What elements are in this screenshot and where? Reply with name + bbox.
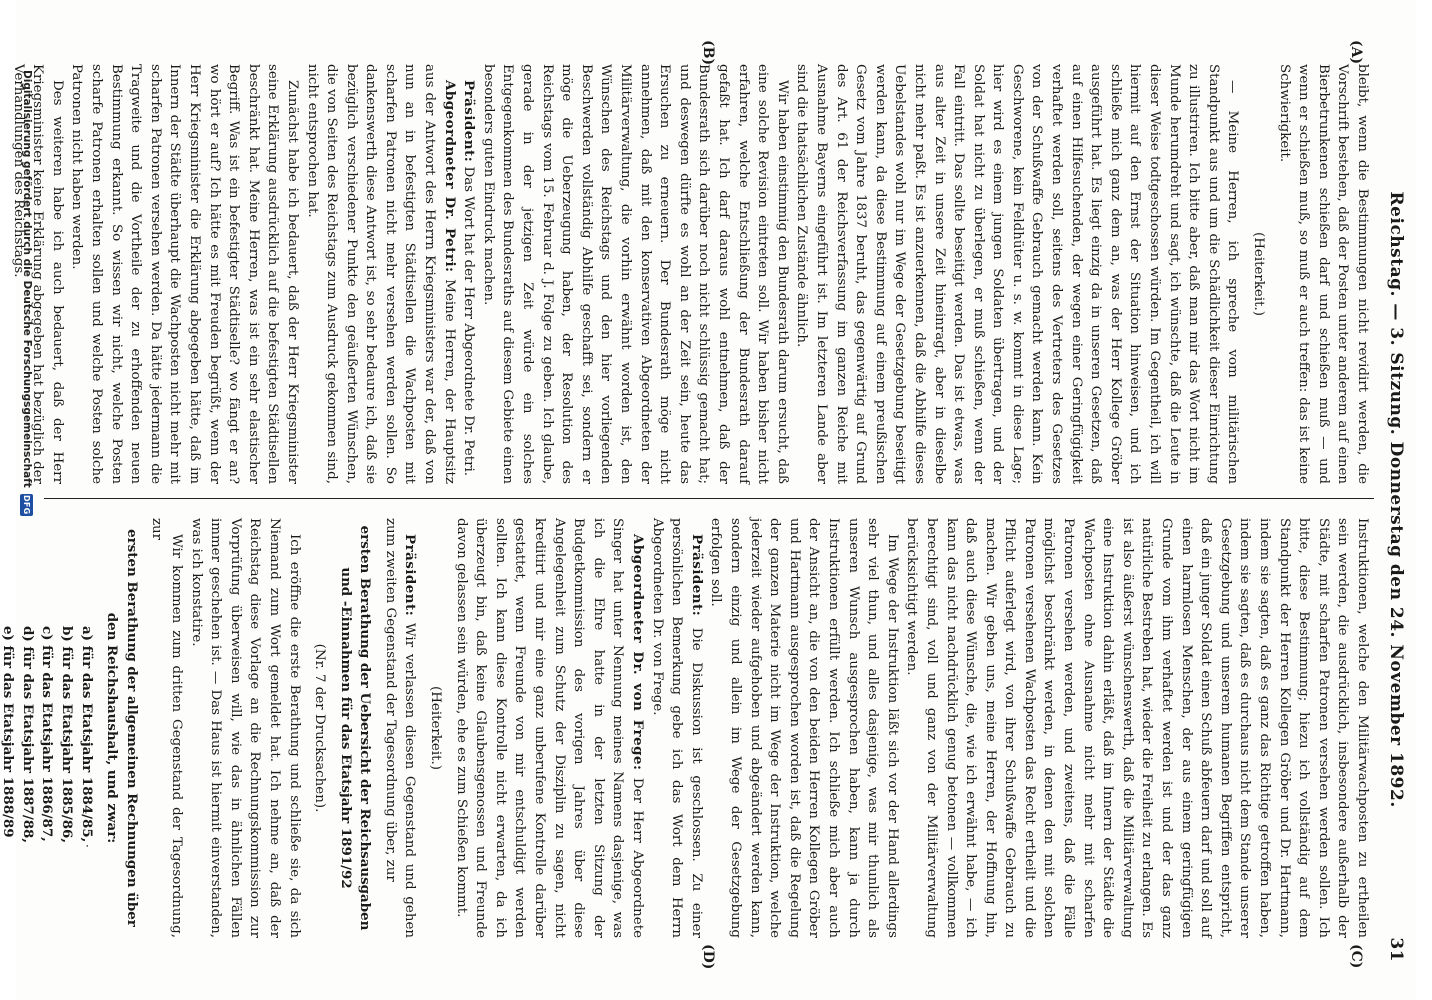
list-item: d) für das Etatsjahr 1887/88, (19, 626, 36, 844)
speech (380, 518, 419, 938)
agenda-item-title: ersten Berathung der Uebersicht der Reichsausgaben und -Einnahmen für das Etatsjahr 1891/92 (337, 525, 374, 931)
speech (647, 518, 706, 938)
margin-letter-a: (A) (1348, 40, 1364, 65)
agenda-item-title: ersten Berathung der allgemeinen Rechnungen über den Reichshaushalt, und zwar: (104, 529, 140, 927)
speaker-name: Präsident: (402, 534, 419, 617)
margin-letter-c: (C) (1348, 944, 1364, 969)
paragraph: Wir kommen zum dritten Gegenstand der Tagesordnung, zur (149, 518, 184, 938)
agenda-item-reference: (Nr. 7 der Drucksachen). (312, 643, 328, 813)
column-divider (44, 498, 1374, 499)
speech-text: Die Diskussion ist geschlossen. Zu einer persönlichen Bemerkung gebe ich das Wort dem Herrn Abgeordneten Dr. von Frege. (649, 518, 704, 938)
paragraph: Des weiteren habe ich auch bedauert, daß der Herr Kriegsminister keine Erklärung abgegeben hat bezüglich der Verhandlungen des Reichstags. (10, 64, 65, 484)
speaker-name: Abgeordneter Dr. Petri: (441, 80, 458, 273)
speech-text: Der Herr Abgeordnete Singer hat unter Nennung meines Namens dasjenige, was ich die Ehre hatte in der letzten Sitzung der Budgetkommission des vorigen Jahres über diese Angelegenheit zum Schutz der Disziplin zu sagen, nicht kreditirt und mir eine ganz unberufene Kontrolle darüber gestattet, wenn Freunde von mir entschuldigt werden sollten. Ich kann diese Kontrolle nicht erwarten, da ich überzeugt bin, daß keine Glaubensgenossen und Freunde davon gelassen sein würden, ehe es zum Schießen kommt. (453, 518, 646, 939)
list-item: b) für das Etatsjahr 1885/86, (59, 626, 75, 844)
paragraph: Ich eröffne die erste Berathung und schließe sie, da sich Niemand zum Wort gemeldet hat. Ich nehme an, daß der Reichstag diese Vorlage an die Rechnungskommission zur Vorprüfung überweisen will, wie das in ähnlichen Fällen immer geschehen ist. — Das Haus ist hiermit einverstanden, was ich konstatire. (188, 518, 302, 938)
speech-text: Meine Herren, der Hauptsitz aus der Antwort des Herrn Kriegsministers war der, daß von nun an in befestigten Städtisellen die Wachposten mit scharfen Patronen nicht mehr versehen werden sollen. So dankenswerth diese Antwort ist, so sehr bedaure ich, daß sie bezüglich verschiedener Punkte den geäußerten Wünschen, die von Seiten des Reichstags zum Ausdruck gekommen sind, nicht entsprochen hat. (304, 64, 457, 484)
speech (451, 518, 647, 938)
right-column (0, 518, 1372, 939)
speech-text: Das Wort hat der Herr Abgeordnete Dr. Petri. (461, 166, 477, 477)
paragraph: — Meine Herren, ich spreche vom militärischen Standpunkt aus und um die Schädlichkeit dieser Einrichtung zu illustriren. Ich bitte aber, daß man mir das Wort nicht im Munde herumdreht und sagt, ich wünschte, daß die Leute in dieser Weise todtgeschossen würden. Im Gegentheil, ich will hiermit auf den Ernst der Situation hinweisen, und ich schließe mich ganz dem an, was der Herr Kollege Gröber ausgeführt hat. Es liegt einzig da in unseren Gesetzen, daß auf einen Hilfesuchenden, der wegen einer Geringfügigkeit verhaftet werden soll, seitens des Vertreters des Gesetzes von der Schußwaffe Gebrauch gemacht werden kann. Kein Geschworene, kein Feldhüter u. s. w. kommt in diese Lage; hier wird es einem jungen Soldaten übertragen, und der Soldat hat nicht zu überlegen, er muß schießen, wenn der Fall eintritt. Das sollte beseitigt werden. Das ist etwas, was aus alter Zeit in unsere Zeit hineinragt, aber in dieselbe nicht mehr paßt. Es ist anzuerkennen, daß die Abhilfe dieses Uebelstandes wohl nur im Wege der Gesetzgebung beseitigt werden kann, da diese Bestimmung auf einem preußischen Gesetz vom Jahre 1837 beruht, das gegenwärtig auf Grund des Art. 61 der Reichsverfassung im ganzen Reiche mit Ausnahme Bayerns eingeführt ist. Im letzteren Lande aber sind die thatsächlichen Zustände ähnlich. (794, 64, 1241, 484)
running-title: Reichstag. — 3. Sitzung. Donnerstag den 24. November 1892. (1386, 191, 1406, 808)
budget-year-list (0, 518, 96, 938)
page-header (1380, 62, 1406, 962)
speech (302, 64, 459, 484)
paragraph: Zunächst habe ich bedauert, daß der Herr Kriegsminister seine Erklärung ausdrücklich auf die befestigten Städtisellen beschränkt hat. Meine Herren, was ist ein sehr elastischer Begriff. Was ist ein befestigter Städtiselle? wo fängt er an? wo hört er auf? Ich hätte es mit Freuden begrüßt, wenn der Herr Kriegsminister die Erklärung abgegeben hätte, daß im Innern der Städte überhaupt die Wachposten nicht mehr mit scharfen Patronen versehen werden. Da hätte jedermann die Tragweite und die Vortheile der zu erhoffenden neuen Bestimmung erkannt. So wissen wir nicht, welche Posten scharfe Patronen erhalten sollen und welche Posten solche Patronen nicht haben werden. (69, 64, 300, 484)
interjection: (Heiterkeit.) (1251, 232, 1267, 316)
list-item: a) für das Etatsjahr 1884/85, (78, 626, 95, 843)
interjection: (Heiterkeit.) (428, 686, 444, 770)
page-number: 31 (1386, 937, 1406, 962)
speech (459, 64, 479, 484)
digitization-credit (18, 70, 36, 930)
stray-mark: · (80, 844, 94, 848)
paragraph: Instruktionen, welche den Militärwachposten zu ertheilen sein werden, die ausdrücklich, insbesondere außerhalb der Städte, mit scharfen Patronen versehen werden sollen. Ich bitte, diese Bestimmung; hiezu ich vollständig auf dem Standpunkt der Herren Kollegen Gröber und Dr. Hartmann, indem sie sagten, daß es ganz das Richtige getroffen haben, indem sie sagten, daß es durchaus nicht dem Stande unserer Gesetzgebung und unserem humanen Begriffen entspricht, daß ein junger Soldat einen Schuß abfeuern darf und soll auf einen harmlosen Menschen, der aus einem geringfügigen Grunde vom ihm verhaftet werden ist und der das ganz natürliche Bestreben hat, wieder die Freiheit zu erlangen. Es ist also äußerst wünschenswerth, daß die Militärverwaltung eine Instruktion dahin erläßt, daß im Innern der Städte die Wachposten ohne Ausnahme nicht mehr mit scharfen Patronen versehen werden, und zweitens, daß die Fälle möglichst beschränkt werden, in denen den mit solchen Patronen versehenen Wachposten das Recht ertheilt und die Pflicht auferlegt wird, von ihrer Schußwaffe Gebrauch zu machen. Wir geben uns, meine Herren, der Hoffnung hin, daß auch diese Wünsche, die, wie ich erwähnt habe, — ich kann das nicht nachdrücklich genug betonen — vollkommen berechtigt sind, voll und ganz von der Militärverwaltung berücksichtigt werden. (904, 518, 1370, 938)
speech-text: Wir verlassen diesen Gegenstand und gehen zum zweiten Gegenstand der Tagesordnung über, zur (382, 518, 418, 938)
dfg-logo-icon: DFG (22, 494, 32, 515)
paragraph: Im Wege der Instruktion läßt sich vor der Hand allerdings sehr viel thun, und alles dasjenige, was mir thunlich als unseren Wunsch ausgesprochen haben, kann ja durch Instruktionen erfüllt werden. Ich schließe mich aber auch der Ansicht an, die von den beiden Herren Kollegen Gröber und Hartmann ausgesprochen worden ist, daß die Regelung der ganzen Materie nicht im Wege der Instruktion, welche jederzeit wieder aufgehoben und abgeändert werden kann, sondern einzig und allein im Wege der Gesetzgebung erfolgen soll. (708, 518, 900, 938)
credit-text: Digitalisierung gefördert durch die Deutsche Forschungsgemeinschaft (21, 70, 33, 488)
margin-letter-b: (B) (700, 40, 716, 66)
paragraph: Wir haben einstimmig den Bundesrath darum ersucht, daß eine solche Revision eintreten soll. Wir haben bisher nicht erfahren, welche Entschließung der Bundesrath darauf gefaßt hat. Ich darf daraus wohl entnehmen, daß der Bundesrath sich darüber noch nicht schlüssig gemacht hat; und deswegen dürfte es wohl an der Zeit sein, heute das Ersuchen zu erneuern. Der Bundesrath möge nicht annehmen, daß mit den konservativen Abgeordneten der Militärverwaltung, die vorhin erwähnt worden ist, den Wünschen des Reichstags und den hier vorliegenden Beschwerden vollständig Abhilfe geschafft sei, sondern er möge die Ueberzeugung haben, der Resolution des Reichstags vom 15. Februar d. J. Folge zu geben. Ich glaube, gerade in der jetzigen Zeit würde ein solches Entgegenkommen des Bundesraths auf diesem Gebiete einen besonders guten Eindruck machen. (480, 64, 790, 484)
speaker-name: Präsident: (461, 80, 478, 163)
list-item: e) für das Etatsjahr 1888/89 (0, 626, 17, 838)
list-item: c) für das Etatsjahr 1886/87, (39, 626, 56, 842)
paragraph: bleibt, wenn die Bestimmungen nicht revidirt werden, die Vorschrift bestehen, daß der Posten unter anderem auf einen Bierbetrunkenen schießen darf und schießen muß — und wenn er schießen muß, so muß er auch treffen: das ist keine Schwierigkeit. (1276, 64, 1370, 484)
margin-letter-d: (D) (700, 944, 716, 970)
speaker-name: Präsident: (688, 534, 705, 617)
speaker-name: Abgeordneter Dr. von Frege: (630, 534, 647, 771)
